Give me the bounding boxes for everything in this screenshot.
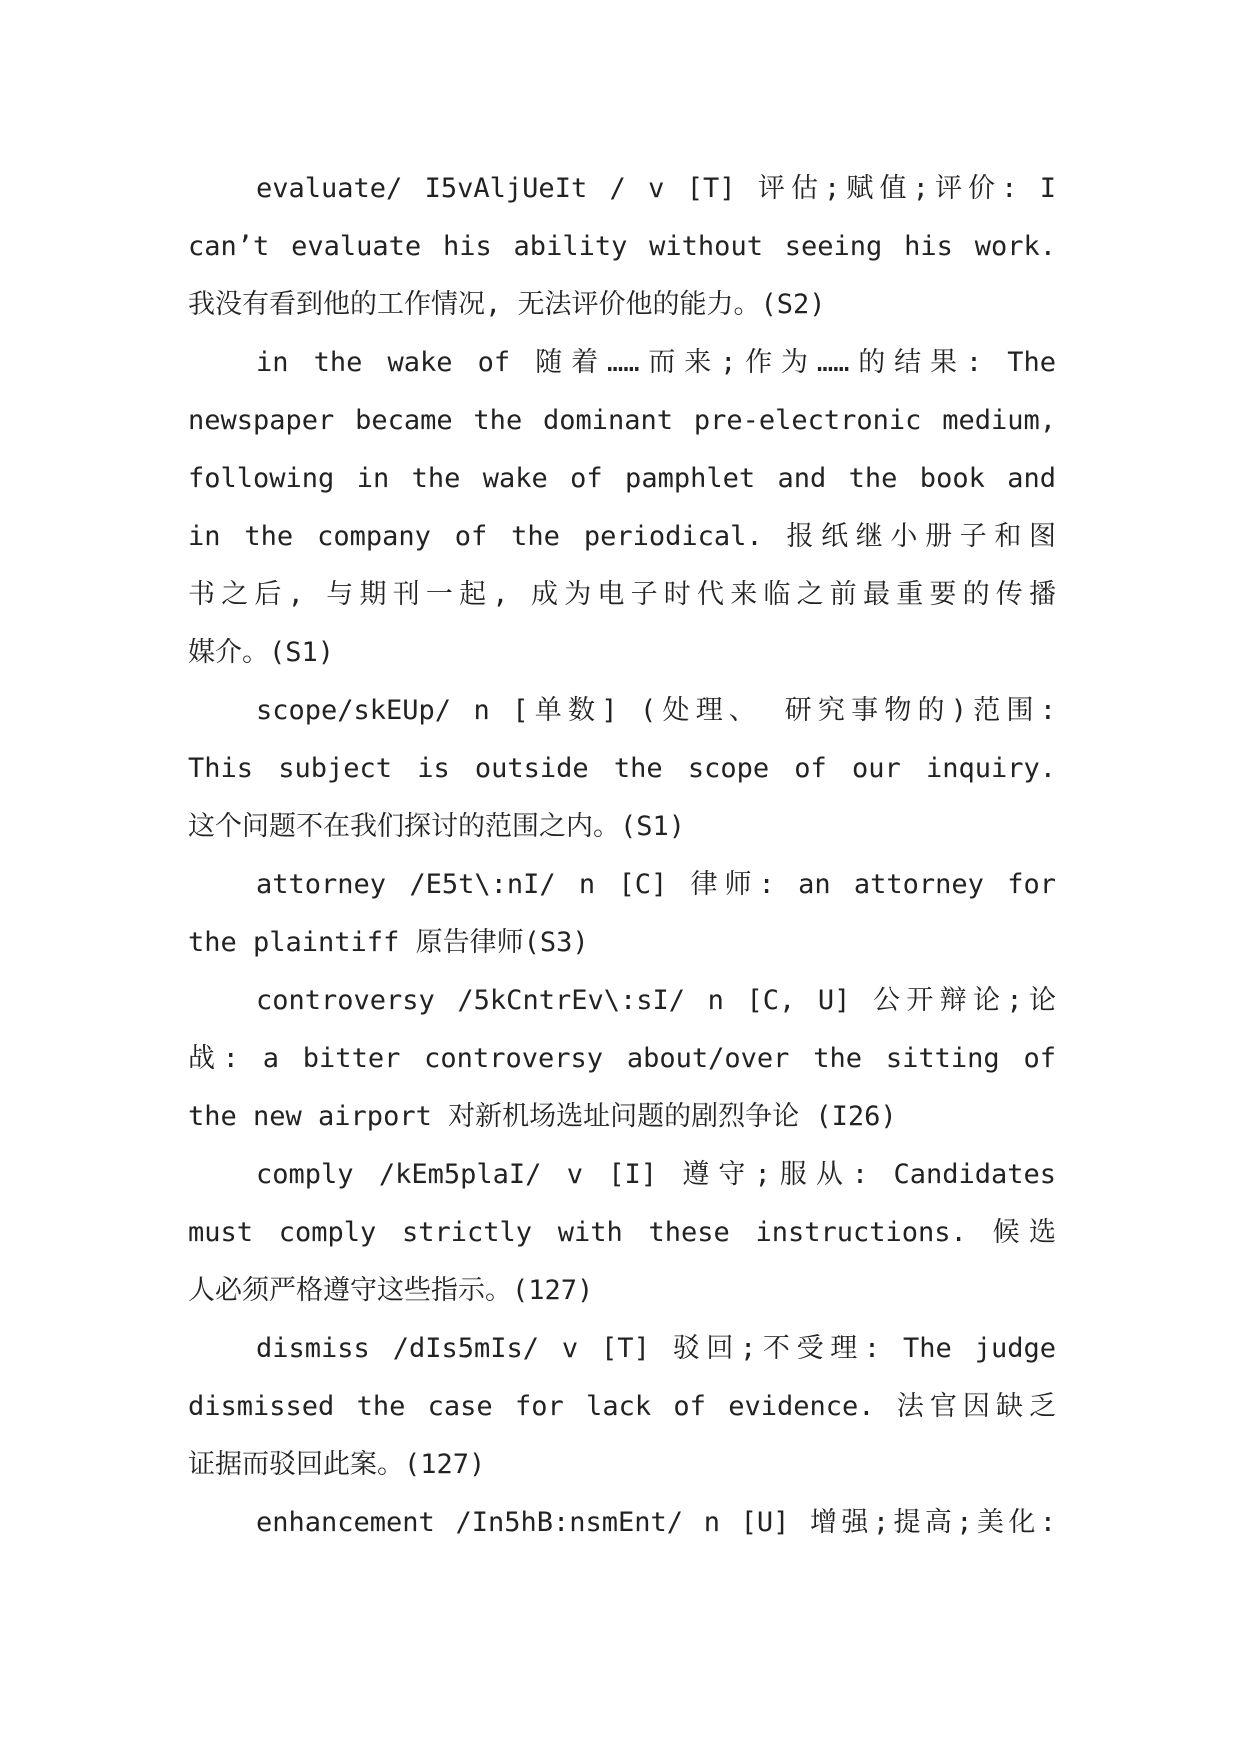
text-line: 媒介。(S1) — [188, 637, 335, 668]
text-line: dismissed the case for lack of evidence. 法官因缺乏 — [188, 1391, 1056, 1422]
text-line: can’t evaluate his ability without seeing his work. — [188, 231, 1056, 262]
text-line: newspaper became the dominant pre-electronic medium, — [188, 405, 1056, 436]
text-line: This subject is outside the scope of our inquiry. — [188, 753, 1056, 784]
text-line: comply /kEm5plaI/ v [I] 遵守;服从: Candidates — [256, 1159, 1056, 1190]
text-line: 书之后, 与期刊一起, 成为电子时代来临之前最重要的传播 — [188, 579, 1056, 610]
text-line: controversy /5kCntrEv\:sI/ n [C, U] 公开辩论;论 — [256, 985, 1056, 1016]
text-line: attorney /E5t\:nI/ n [C] 律师: an attorney for — [256, 869, 1056, 900]
text-line: 我没有看到他的工作情况, 无法评价他的能力。(S2) — [188, 289, 826, 320]
text-line: enhancement /In5hB:nsmEnt/ n [U] 增强;提高;美化: — [256, 1507, 1056, 1538]
text-line: following in the wake of pamphlet and the book and — [188, 463, 1056, 494]
text-line: in the company of the periodical. 报纸继小册子和图 — [188, 521, 1056, 552]
text-line: 人必须严格遵守这些指示。(127) — [188, 1275, 594, 1306]
text-line: 证据而驳回此案。(127) — [188, 1449, 486, 1480]
text-line: 战: a bitter controversy about/over the sitting of — [188, 1043, 1056, 1074]
text-line: the plaintiff 原告律师(S3) — [188, 927, 589, 958]
text-line: must comply strictly with these instructions. 候选 — [188, 1217, 1056, 1248]
text-line: scope/skEUp/ n [单数] (处理、 研究事物的)范围: — [256, 695, 1056, 726]
text-line: evaluate/ I5vAljUeIt / v [T] 评估;赋值;评价: I — [256, 173, 1056, 204]
text-line: 这个问题不在我们探讨的范围之内。(S1) — [188, 811, 686, 842]
text-line: dismiss /dIs5mIs/ v [T] 驳回;不受理: The judge — [256, 1333, 1056, 1364]
text-line: the new airport 对新机场选址问题的剧烈争论 (I26) — [188, 1101, 897, 1132]
document-page — [188, 160, 1056, 1552]
text-line: in the wake of 随着……而来;作为……的结果: The — [256, 347, 1056, 378]
